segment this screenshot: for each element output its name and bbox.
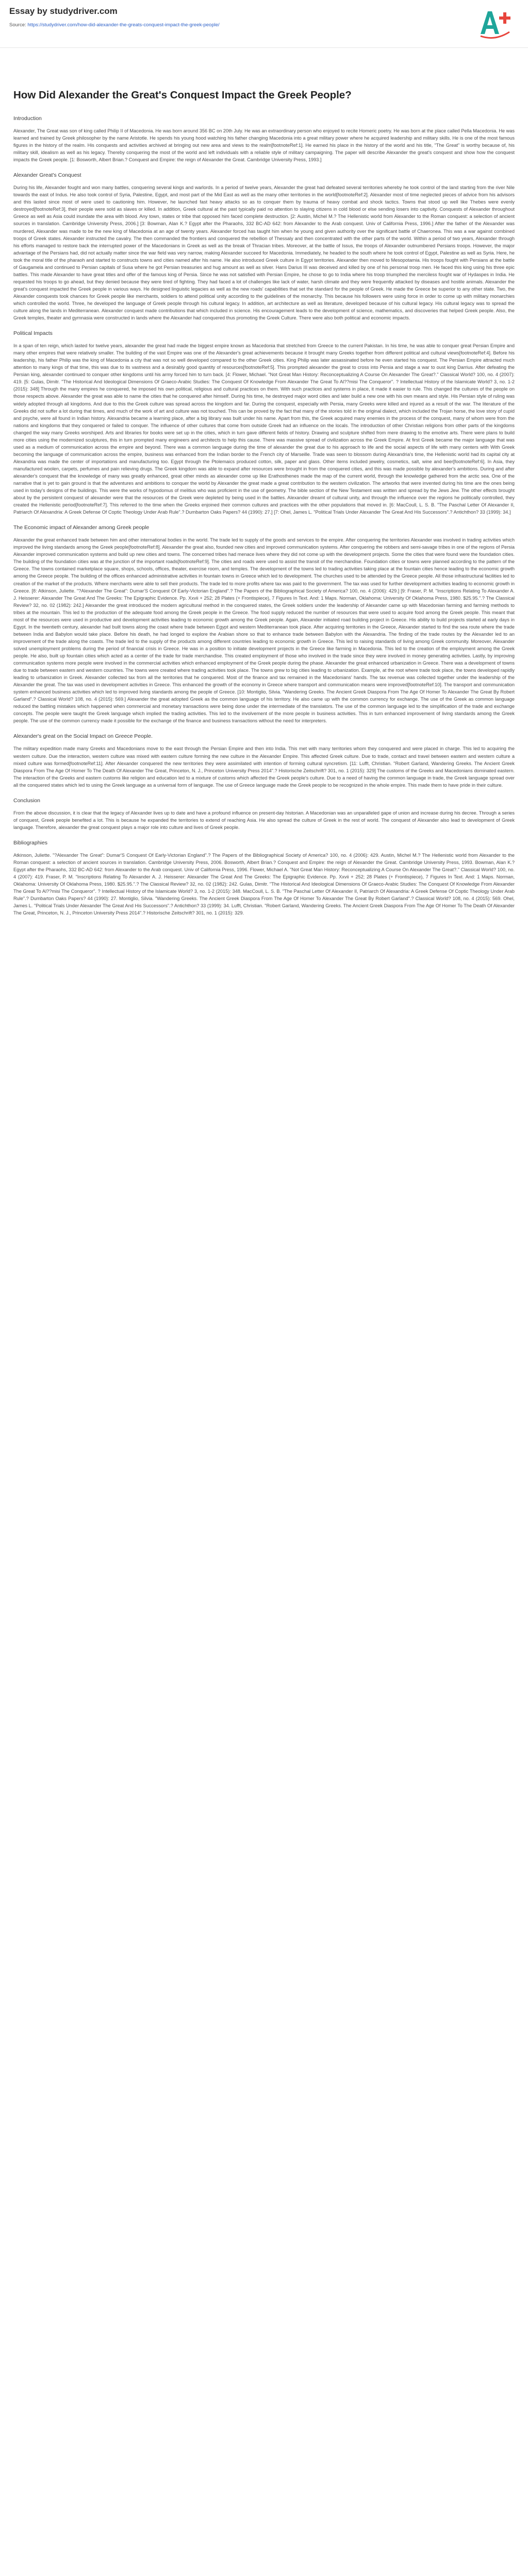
paragraph: From the above discussion, it is clear that the legacy of Alexander lives up to date and have a profound influence on present-day historian. A Macedonian was an unparalleled gape of union and increase during his decree. Through a series of conquest, Greek people benefited a lot. This is because he expanded the territories to extend of reaching Asia. He also spread the culture of Greek in the rest of world. The conquest of Alexander also lead to development of Greek language. Therefore, alexander the great conquest plays a major role into culture and lives of Greek people. xyxy=(13,810,515,830)
article xyxy=(0,88,528,917)
paragraph: The military expedition made many Greeks and Macedonians move to the east through the Persian Empire and then into India. This met with many territories whom they conquered and were placed in charge. This led to acquiring the western culture. Due the interaction, western culture was mixed with eastern culture forming the new culture in the Alexander Empire. This affected Greek culture. Due to trade, contact and travel between eastern and western culture a mixed culture was formed[footnoteRef:11]. After Alexander conquered the new territories they were assimilated with intention of forming cultural syncretism. [11: Lufft, Christian. "Robert Garland, Wandering Greeks. The Ancient Greek Diaspora From The Age Of Homer To The Death Of Alexander The Great, Princeton, N. J., Princeton University Press 2014".? Historische Zeitschrift? 301, no. 1 (2015): 329] The customs of the Greeks and Macedonians dominated eastern. The interaction of the Greeks and eastern customs like religion and education led to a mixture of customs which affected the Greek people's culture. Due to a need of having the common language in trade, the Greek language spread over all the conquered states which led to using the Greek language as a universal form of language. The use of Greece language made the Greek people to be recognized in the whole empire. This made them to have pride in their culture. xyxy=(13,746,515,788)
source-label: Source: xyxy=(9,22,26,28)
section-heading: Alexander's great on the Social Impact on Greece People. xyxy=(13,733,153,740)
section-conclusion xyxy=(13,797,515,831)
paragraph: Alexander, The Great was son of king called Philip II of Macedonia. He was born around 356 BC on 20th July. He was an extraordinary person who enjoyed to recite Homeric poetry. He was born at the place called Pella Macedonia. He was learned and trained by Greek philosopher by the name Aristotle. He spends his young hood watching his father changing Macedonia into a great military power where he acquired leadership and military skills. He is one of the most famous figures in the history of the realm. His conquests and activities archived at bringing out new area and views to the realm[footnoteRef:1]. He earned his place in the history of the world and his title, "The Great" is worthy because of, his military skill, idealism as well as his legacy. Thereby conquering the most of the world and left individuals with a reliable style of military campaigning. The paper will describe Alexander the great's conquest and show how the conquest impacts the Greek people. [1: Bosworth, Albert Brian.? Conquest and Empire: the reign of Alexander the Great. Cambridge University Press, 1993.] xyxy=(13,128,515,163)
section-political-impacts xyxy=(13,330,515,516)
section-conquest xyxy=(13,172,515,321)
section-heading: Introduction xyxy=(13,115,42,122)
section-heading: Bibliographies xyxy=(13,839,47,846)
site-title: Essay by studydriver.com xyxy=(9,6,118,16)
section-heading: Conclusion xyxy=(13,797,40,804)
section-heading: Alexander Great's Conquest xyxy=(13,172,81,179)
paragraph: Alexander the great enhanced trade between him and other international bodies in the world. The trade led to supply of the goods and services to the empire. After conquering the territories Alexander was involved in trading activities which improved the living standards among the Greek people[footnoteRef:8]. Alexander the great also, founded new cities and improved communication systems. After conquering the robbers and semi-savage tribes in one of the regions of Persia Alexander improved communication systems and build up new cities and towns. The concerned tribes had menace lives where they did not come up with the development projects. Some the cities that were found were the foundation cities. The building of the foundation cities was at the junction of the important roads[footnoteRef:9]. The cities and roads were used to assist the transit of the merchandise. Foundation cities or towns were planned according to the pattern of the Greece. The towns contained marketplace square, shops, schools, offices, theater, exercise room, and temples. The development of the towns led to trading activities taking place at the fountain cities hence leading to the economic growth among the Greece people. The building of the offices enhanced administrative activities in fountain towns in Greece which led to development. The churches used to be attended by the Greece people. All those infrastructural facilities led to creation of the market of the products. Where merchants were able to sell their products. The trade led to more profits where tax was paid to the government. The tax was used for further development activities leading to economic growth in Greece. [8: Atkinson, Juliette. "?Alexander The Great": Dumar'S Conquest Of Early-Victorian England".? The Papers of the Bibliographical Society of America? 100, no. 4 (2006): 429.] [9: Fraser, P. M. "Inscriptions Relating To Alexander A. J. Heisserer: Alexander The Great And The Greeks: The Epigraphic Evidence. Pp. Xxvii + 252; 28 Plates (+ Frontispiece), 7 Figures In Text. And: 1 Maps. Norman, Oklahoma: University Of Oklahoma Press, 1980. $25.95.".? The Classical Review? 32, no. 02 (1982): 242.] Alexander the great introduced the modern agricultural method in the conquered states, the Greek soldiers under the leadership of Alexander came up with Macedonian farming and farming methods to tribes at the mountain. This led to the production of the adequate food among the Greek people in the Greece. The food supply reduced the number of resources that were used to acquire food among the Greek people. This meant that most of the resources were used in productive and development activities leading to economic growth among the Greek people. Again, Alexander initiated road building project in Greece. His ability to build projects started at early days in Egypt. In the twentieth century, alexander had built towns along the coast where trade between Egypt and western Mediterranean took place. After acquiring territories in the Greece, Alexander started to find the sea route where the trade between India and Babylon would take place. Before his death, he had longed to explore the Arabian shore so that to enhance trade between Babylon with the Alexandria. The finding of the trade routes by the Alexander led to an improvement of the trade along the coasts. The trade led to the supply of the products among different countries leading to economic growth in Greece. This led to raising standards of living among Greek community. Moreover, Alexander solved unemployment problems during the period of financial crisis in Greece. He was in a position to initiate development projects in the Greece like farming in Macedonia. This led to the creation of the employment among the Greek people. He also, built up fountain cities which acted as a center of the trade for trade merchandise. This created employment of those who involved in the trade since they were involved in money generating activities. Lastly, by improving communication systems more people were involved in the commercial activities which enhanced employment of the Greek people during the phase. Alexander the great enhanced urbanization in Greece. There was a development of towns due to trade between eastern and western countries. The towns were created where trading activities took place. The towns grew to big cities leading to urbanization. Example, at the root where trade took place, the towns developed rapidly leading to urbanization in Greek. Alexander collected tax from all the territories that he conquered. Most of the finance and tax remained in the Macedonians' hands. The tax revenue was collected together under the leadership of the Alexander the great. The tax was used in development activities in Greece. This enhanced the growth of the economy in Greece where transport and communication means were improved[footnoteRef:10]. The transport and communication system enhanced business activities which led to improved living standards among the people of Greece. [10: Montiglio, Silvia. "Wandering Greeks. The Ancient Greek Diaspora From The Age Of Homer To Alexander The Great By Robert Garland".? Classical World? 108, no. 4 (2015): 569.] Alexander the great adopted Greek as the common language of his territory. He also came up with the common currency for exchange. The use of the Greek as common language reduced the battling mistakes which happened when commercial and monetary transactions were being done under the intermediate of the translators. The use of the common language led to the simplification of the trade and exchange concepts. The people were taught the Greek language which implied the trading activities. This led to the involvement of the more people in business activities. This in turn enhanced improvement of living standards among the Greek people. The use of the common currency made it possible for the exchange of the finance and business transactions without the need for interpreters. xyxy=(13,537,515,724)
page-header xyxy=(0,0,528,48)
logo-plus xyxy=(499,12,510,24)
section-economic-impact xyxy=(13,524,515,724)
logo-graphic xyxy=(476,5,515,39)
section-social-impact xyxy=(13,733,515,788)
logo-letter-a xyxy=(481,11,499,34)
section-heading: The Economic impact of Alexander among Greek people xyxy=(13,524,150,531)
paragraph: During his life, Alexander fought and won many battles, conquering several kings and warlords. In a period of twelve years, Alexander the great had defeated several territories whereby he took control of the land starting from the river Nile towards the east of Indus. He also took control of Syria, Palestine, Egypt, and most part of the Mid East as well as the many other territories in the world[footnoteRef:2]. Alexander most of time neglected pieces of advice from his advisors and this lasted since most of were used to cautioning him. However, he launched fast heavy attacks so as to conquer them by trauma of heavy combat and shock tactics. Towns that stood up well like Thebes were evenly destroyed[footnoteRef:3], their people were sold as slaves or killed. In addition, Greek cultural at the past typically paid no attention to slaying citizens in cold blood or else sending losers into captivity. Conquests of Alexander throughout Greece as well as Asia could inundate the area with blood. Any town, states or tribe that opposed him faced complete destruction. [2: Austin, Michel M.? The Hellenistic world from Alexander to the Roman conquest: a selection of ancient sources in translation. Cambridge University Press, 2006.] [3: Bowman, Alan K.? Egypt after the Pharaohs, 332 BC-AD 642: from Alexander to the Arab conquest. Univ of California Press, 1996.] After the father of the Alexander was murdered, Alexander was made to be the new king of Macedonia at an age of twenty years. Alexander forced has taught him when he young and given authority over the significant battle of Chaeronea. This was a war against combined troops of Greek states. Alexander instructed the cavalry. The then commanded the frontiers and conquered the rebellion of Thessaly and then concentrated with the other parts of the world. Within a period of two years, Alexander through his efforts managed to restore back the interrupted power of the Macedonians in Greek as well as the break of Thracian tribes. Moreover, at the battle of Issus, the troops of Alexander outnumbered Persians troops. However, the major advantage of the Persians had, did not actually matter since the war field was very narrow, making Alexander succeed for Macedonia. Immediately, he headed to the south where he took control of Egypt, Palestine as well as Syria. Here, he took the moral title of the pharaoh and started to constructs towns and cities named after his name. He also introduced Greek culture in Egypt territories. Alexander then moved to Mesopotamia. His troops fought with Persians at the battle of Gaugamela and continued to Persian capitals of Susa where he got Persian treasuries and hug amount as well as silver. Hans Darius III was deceived and killed by one of his personal troop men. He faced this king using his three epic battles. This made Alexander to have great titles and offer of the famous king of Persia. Since he was not satisfied with Persian Empire, he chose to go to India where his troop triumphed the merciless fought war of Hydaspes in India. He requested his troops to go ahead, but they denied because they were tired of fighting. They had faced a lot of challenges like lack of water, harsh climate and they were frequently attacked by diseases and hostile animals. Alexander the great's conquest impacted the Greek people in various ways. He designed linguistic legacies as well as the new roads' capabilities that set the standard for the people of Greek. He made the Greece be superior to any other state. Two, the Alexander conquests took chances for Greek people like merchants, soldiers to attend political unity according to the guidelines of the monarchy. This because his followers were using force in order to come up with military monarchies which controlled the world. Three, he developed the language of Greek people through his cultural legacy. In addition, art architecture as well as literature, developed because of his cultural legacy. His cultural legacy was to spread the culture along the lands in Mediterranean. Alexander conquest made contributions that which included in science. His encouragement leads to the development of science, mathematics, and discoveries that helped Greek people. Also, the Greek temples, theater and gymnasia were constructed in lands where the Alexander had conquered thus promoting the Greek Culture. There were also both political and economic impacts. xyxy=(13,185,515,321)
a-plus-badge-icon[interactable] xyxy=(476,5,515,39)
bibliography-text: Atkinson, Juliette. "?Alexander The Great": Dumar'S Conquest Of Early-Victorian England".? The Papers of the Bibliographical Society of America? 100, no. 4 (2006): 429. Austin, Michel M.? The Hellenistic world from Alexander to the Roman conquest: a selection of ancient sources in translation. Cambridge University Press, 2006. Bosworth, Albert Brian.? Conquest and Empire: the reign of Alexander the Great. Cambridge University Press, 1993. Bowman, Alan K.? Egypt after the Pharaohs, 332 BC-AD 642: from Alexander to the Arab conquest. Univ of California Press, 1996. Flower, Michael A. "Not Great Man History: Reconceptualizing A Course On Alexander The Great?." Classical World? 100, no. 4 (2007): 419. Fraser, P. M. "Inscriptions Relating To Alexander A. J. Heisserer: Alexander The Great And The Greeks: The Epigraphic Evidence. Pp. Xxvii + 252; 28 Plates (+ Frontispiece), 7 Figures In Text. And: 1 Maps. Norman, Oklahoma: University Of Oklahoma Press, 1980. $25.95.".? The Classical Review? 32, no. 02 (1982): 242. Gulas, Dimitr. "The Historical And Ideological Dimensions Of Graeco-Arabic Studies: The Conquest Of Knowledge From Alexander The Great To Al??misi The Conqueror". ? Intellectual History of the Islamicate World? 3, no. 1-2 (2015): 348. MacCoull, L. S. B. "The Paschal Letter Of Alexander II, Patriarch Of Alexandria: A Greek Defense Of Coptic Theology Under Arab Rule".? Dumbarton Oaks Papers? 44 (1990): 27. Montiglio, Silvia. "Wandering Greeks. The Ancient Greek Diaspora From The Age Of Homer To Alexander The Great By Robert Garland".? Classical World? 108, no. 4 (2015): 569. Ohel, James L. "Political Trials Under Alexander The Great And His Successors".? Antichthon? 33 (1999): 34. Lufft, Christian. "Robert Garland, Wandering Greeks. The Ancient Greek Diaspora From The Age Of Homer To The Death Of Alexander The Great, Princeton, N. J., Princeton University Press 2014".? Historische Zeitschrift? 301, no. 1 (2015): 329. xyxy=(13,852,515,916)
source-line xyxy=(9,22,391,29)
section-introduction xyxy=(13,115,515,163)
paragraph: In a span of ten reign, which lasted for twelve years, alexander the great had made the biggest empire known as Macedonia that stretched from Greece to the current Pakistan. In his time, he was able to conquer great Persian Empire and many other empires that were relatively smaller. The building of the vast Empire was one of the Alexander's great achievements because it brought many Greeks together from different political and cultural views[footnoteRef:4]. Before his leadership, his father Philip was the king of Macedonia a city that was not so well developed compared to the other Greek cities. King Philip was later assassinated before he even started his conquest. The Persian Empire attracted much attention to many kings of that time, this was due to its vastness and a desirably good quantity of resources[footnoteRef:5]. This prompted alexander the great to cross into Persia and stage a war to oust king Darrius. After defeating the Persian king, alexander continued to conquer other kingdoms until his army forced him to turn back. [4: Flower, Michael. "Not Great Man History: Reconceptualizing A Course On Alexander The Great?." Classical World? 100, no. 4 (2007): 419. [5: Gulas, Dimitr. "The Historical And Ideological Dimensions Of Graeco-Arabic Studies: The Conquest Of Knowledge From Alexander The Great To Al??misi The Conqueror". ? Intellectual History of the Islamicate World? 3, no. 1-2 (2015): 348] Through the many empires he conquered, he imposed his own political, religious and cultural practices on them. With such practices and systems in place, it made it easier to rule. This changed the cultures of the people on those respects above. Alexander the great was able to name the cities that he conquered after himself. During his time, he destroyed major word cities and later build a new one with his own means and style. His Persian style of ruling was widely adopted through all kingdoms. And due to this the Greek culture was spread across the kingdom and far. During the conquest, especially with Persia, many Greeks were killed and injured as a result of the war. The literature of the Greeks did not suffer a lot during that times, and much of the work of art and culture was not touched. This can be proved by the fact that many of the stories told in the original dialect, which included the Trojan horse, the love story of cupid and psyche, were all found in Indian history. Alexandria became a learning place, after a big library was built under his name. Apart from this, the Greek acquired many enemies in the process of the conquest, many of whom were from the nations and kingdoms that they conquered or failed to conquer. The influence of other cultures that come from outside Greek had an influence on the locals. The introduction of other Christian religions from other parts of the kingdoms changed the way many Greeks worshiped. Arts and libraries for books were set up in the cities, which in turn gave different fields of history. Drawing and sculpture shifted from mere drawing to the emotive arts. There were plans to build more cities using the modernized sculptures, this in turn prompted many engineers and architects to help this cause. There was massive spread of civilization across the Greek Empire. At first Greek became the major language that was used as a medium of communication across the empire and beyond. There was a common language during the time of alexander the great due to his approach to life and the social aspects of life with many centers with With Greek becoming the language of communication across the empire, business was enhanced from the Indian border to the French city of Marseille. Trade was seen to blossom during Alexandria's time, the Hellenistic world had its capital city at Alexandria was made the center of importations and manufacturing too. Egypt through the Ptolemaics produced cotton, silk, paper and glass. Other items included jewelry, cosmetics, salt, wine and beer[footnoteRef:6]. In Asia, they manufactured woolen, carpets, perfumes and pain relieving drugs. The Greek kingdom was able to expand after resources were brought in from the conquered cities, and this was made possible by alexander's ambitions. During and after alexander's conquest that the knowledge of many was greatly enhanced, great other minds as alexander come up like Erathosthenes made the map of the current world, through the knowledge gathered from the arctic sea. One of the narrative that is yet to gain ground is that the adventures and ambitions to conquer the world by Alexander the great made a great contribution to the western civilization. The artworks that were invented during his time are the ones being used in today's designs of the buildings. This were the works of hypodomus of melitius who was proficient in the use of geometry. The bible section of the New Testament was written and spread by the Jews Jew. The other effects brought about by the persistent conquest of alexander were that the resources of the Greek were depleted by being used in the battles. Alexander dreamt of cultural unity, and through the influence over the regions he politically controlled, they created the Hellenistic period[footnoteRef:7]. This referred to the time when the Greeks enjoined their common cultures and practices with the other populations that moved in. [6: MacCoull, L. S. B. "The Paschal Letter Of Alexander II, Patriarch Of Alexandria: A Greek Defense Of Coptic Theology Under Arab Rule".? Dumbarton Oaks Papers? 44 (1990): 27.] [7: Ohel, James L. "Political Trials Under Alexander The Great And His Successors".? Antichthon? 33 (1999): 34.] xyxy=(13,343,515,515)
section-heading: Political Impacts xyxy=(13,330,53,337)
page xyxy=(0,0,528,921)
section-bibliographies xyxy=(13,839,515,917)
page-title: How Did Alexander the Great's Conquest Impact the Greek People? xyxy=(13,89,352,101)
source-link[interactable]: https://studydriver.com/how-did-alexander-the-greats-conquest-impact-the-greek-people/ xyxy=(27,22,220,28)
